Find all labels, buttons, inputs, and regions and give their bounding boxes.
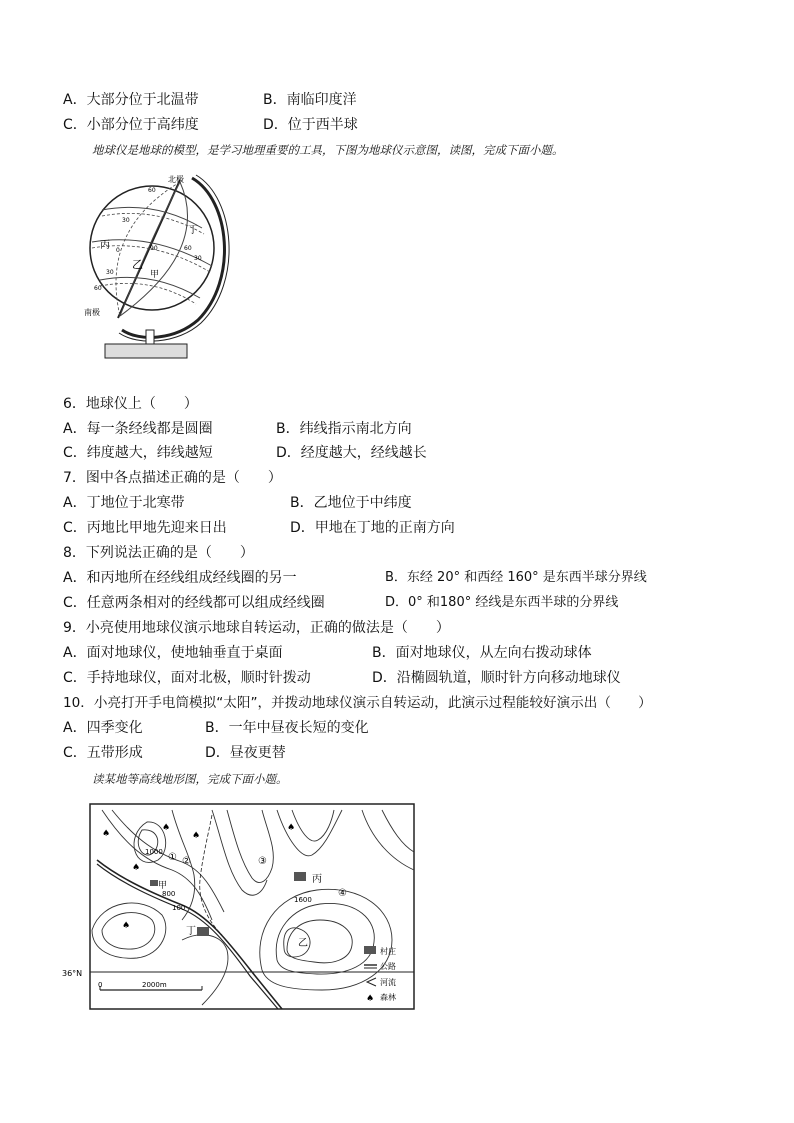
- marker-2: ②: [182, 856, 191, 867]
- marker-1: ①: [168, 852, 177, 863]
- q9-option-d: D．沿椭圆轨道，顺时针方向移动地球仪: [372, 670, 621, 686]
- place-jia: 甲: [158, 881, 168, 891]
- village-ding: [197, 927, 209, 936]
- globe-lat-label: 60: [148, 187, 156, 194]
- globe-lat-label: 30: [106, 269, 114, 276]
- marker-4: ④: [338, 888, 347, 899]
- contour-label: 800: [162, 890, 176, 898]
- q9-option-b: B．面对地球仪，从左向右拨动球体: [372, 645, 592, 661]
- village-bing: [294, 872, 306, 881]
- q8-option-a: A．和丙地所在经线组成经线圈的另一: [63, 570, 297, 586]
- block1-option-d: D．位于西半球: [263, 117, 358, 133]
- map-intro: 读某地等高线地形图，完成下面小题。: [92, 772, 288, 786]
- q6-stem: 6．地球仪上（ ）: [63, 396, 198, 412]
- globe-intro: 地球仪是地球的模型，是学习地理重要的工具，下图为地球仪示意图，读图，完成下面小题。: [92, 143, 564, 157]
- q10-stem: 10．小亮打开手电筒模拟“太阳”，并拨动地球仪演示自转运动，此演示过程能较好演示出（ ）: [63, 695, 652, 711]
- block1-option-b: B．南临印度洋: [263, 92, 357, 108]
- q6-option-c: C．纬度越大，纬线越短: [63, 445, 213, 461]
- block1-option-a: A．大部分位于北温带: [63, 92, 199, 108]
- contour-label: 100: [172, 904, 186, 912]
- q8-option-d: D．0° 和180° 经线是东西半球的分界线: [385, 595, 619, 610]
- globe-figure: [80, 170, 230, 370]
- scale-zero: 0: [98, 981, 103, 989]
- legend-forest-label: 森林: [380, 993, 396, 1002]
- q8-option-c: C．任意两条相对的经线都可以组成经线圈: [63, 595, 325, 611]
- globe-lon-label: 60: [184, 245, 192, 252]
- q9-option-a: A．面对地球仪，使地轴垂直于桌面: [63, 645, 283, 661]
- globe-point-bing: 丙: [100, 240, 110, 251]
- legend-river-label: 河流: [380, 978, 396, 987]
- globe-stand-base: [105, 344, 187, 358]
- latitude-label: 36°N: [62, 969, 83, 978]
- globe-south-label: 南极: [84, 308, 100, 317]
- place-bing: 丙: [312, 874, 322, 885]
- q10-option-d: D．昼夜更替: [205, 745, 286, 761]
- forest-symbol: ♠: [102, 829, 111, 839]
- q9-stem: 9．小亮使用地球仪演示地球自转运动，正确的做法是（ ）: [63, 620, 450, 636]
- q7-option-a: A．丁地位于北寒带: [63, 495, 185, 511]
- globe-lat-label: 30: [122, 217, 130, 224]
- contour-label: 1000: [145, 848, 163, 856]
- forest-symbol: ♠: [122, 921, 131, 931]
- contour-map: [62, 800, 422, 1015]
- globe-point-jia: 甲: [150, 270, 160, 280]
- forest-symbol: ♠: [162, 823, 171, 833]
- q7-stem: 7．图中各点描述正确的是（ ）: [63, 470, 282, 486]
- forest-symbol: ♠: [192, 831, 201, 841]
- q10-option-a: A．四季变化: [63, 720, 143, 736]
- globe-north-label: 北极: [168, 175, 184, 184]
- q6-option-b: B．纬线指示南北方向: [276, 421, 412, 437]
- globe-lat-label: 0: [116, 247, 120, 254]
- legend-village-swatch: [364, 946, 376, 954]
- contour-label: 1600: [294, 896, 312, 904]
- marker-3: ③: [258, 856, 267, 867]
- village-jia: [150, 880, 158, 886]
- place-yi: 乙: [298, 938, 308, 949]
- q7-option-d: D．甲地在丁地的正南方向: [290, 520, 455, 536]
- legend-village-label: 村庄: [380, 947, 396, 956]
- globe-point-yi: 乙: [132, 258, 143, 271]
- globe-point-ding: 丁: [188, 225, 198, 236]
- globe-lon-label: 30: [194, 255, 202, 262]
- q6-option-d: D．经度越大，经线越长: [276, 445, 427, 461]
- globe-lat-label: 60: [94, 285, 102, 292]
- block1-option-c: C．小部分位于高纬度: [63, 117, 199, 133]
- q6-option-a: A．每一条经线都是圆圈: [63, 421, 213, 437]
- scale-distance: 2000m: [142, 981, 167, 989]
- legend-forest-swatch: ♠: [366, 994, 375, 1004]
- q10-option-c: C．五带形成: [63, 745, 143, 761]
- forest-symbol: ♠: [287, 823, 296, 833]
- q7-option-b: B．乙地位于中纬度: [290, 495, 412, 511]
- q8-stem: 8．下列说法正确的是（ ）: [63, 545, 254, 561]
- q7-option-c: C．丙地比甲地先迎来日出: [63, 520, 227, 536]
- globe-lon-label: 90: [150, 245, 158, 252]
- q10-option-b: B．一年中昼夜长短的变化: [205, 720, 369, 736]
- q8-option-b: B．东经 20° 和西经 160° 是东西半球分界线: [385, 570, 647, 585]
- place-ding: 丁: [186, 926, 196, 937]
- legend-road-label: 公路: [380, 962, 396, 971]
- q9-option-c: C．手持地球仪，面对北极，顺时针拨动: [63, 670, 311, 686]
- forest-symbol: ♠: [132, 863, 141, 873]
